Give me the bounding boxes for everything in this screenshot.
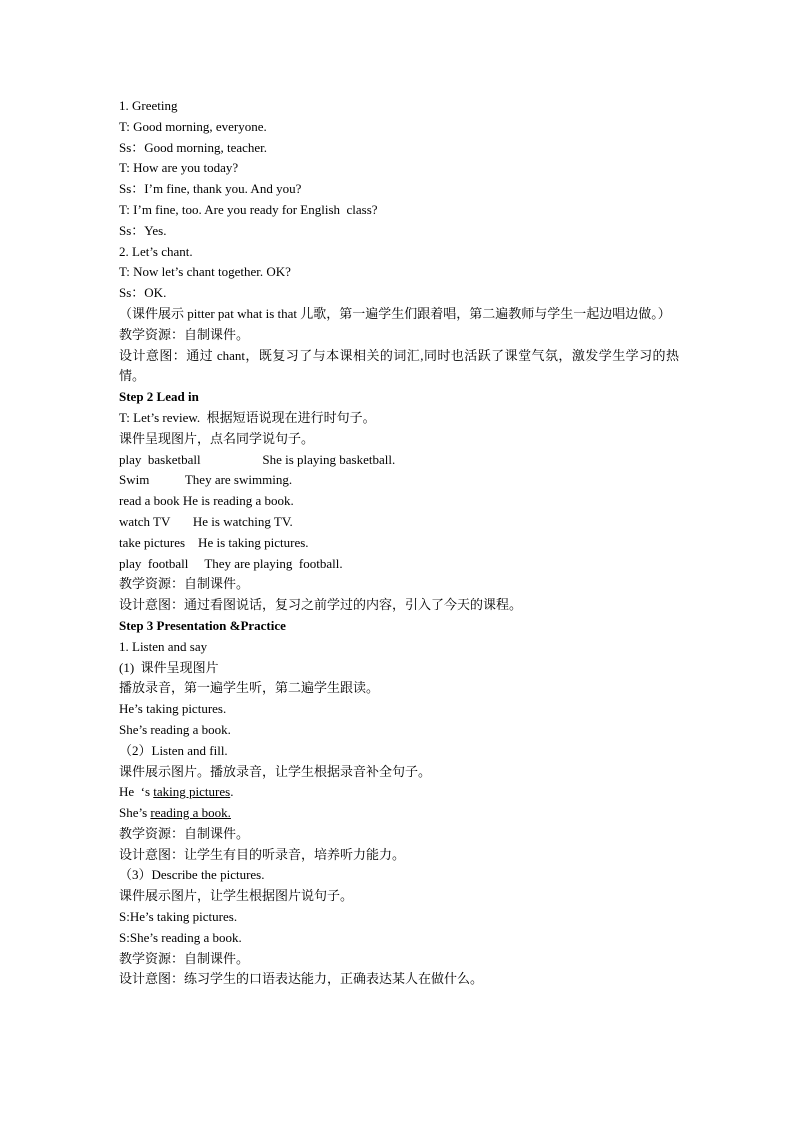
step-2-heading: Step 2 Lead in: [119, 389, 199, 405]
activity-line: 课件展示图片，让学生根据图片说句子。: [119, 888, 354, 904]
heading-chant: 2. Let’s chant.: [119, 243, 193, 259]
activity-line: （2）Listen and fill.: [119, 742, 228, 758]
example-sentence: S:She’s reading a book.: [119, 929, 242, 945]
teaching-resource: 教学资源：自制课件。: [119, 950, 250, 966]
subheading-listen-say: 1. Listen and say: [119, 638, 208, 654]
fill-prefix: She’s: [119, 805, 151, 821]
fill-prefix: He ‘s: [119, 784, 154, 800]
fill-sentence-1: [119, 782, 679, 803]
activity-line: (1) 课件呈现图片: [119, 659, 219, 675]
example-sentence: He’s taking pictures.: [119, 701, 227, 717]
heading-greeting: 1. Greeting: [119, 98, 178, 113]
dialogue-line: Ss：I’m fine, thank you. And you?: [119, 181, 302, 197]
teaching-resource: 教学资源：自制课件。: [119, 326, 250, 342]
phrase-sentence-row: Swim They are swimming.: [119, 472, 293, 488]
chant-note: （课件展示 pitter pat what is that 儿歌，第一遍学生们跟着唱，第二遍教师与学生一起边唱边做。）: [119, 305, 671, 321]
fill-sentence-2: [119, 803, 679, 824]
instruction-line: 课件呈现图片，点名同学说句子。: [119, 430, 315, 446]
fill-answer: reading a book.: [150, 805, 231, 821]
phrase-sentence-row: take pictures He is taking pictures.: [119, 534, 309, 550]
design-intent: 设计意图：通过 chant，既复习了与本课相关的词汇,同时也活跃了课堂气氛，激发学生学习的热情。: [119, 347, 679, 384]
activity-line: （3）Describe the pictures.: [119, 867, 265, 883]
teaching-resource: 教学资源：自制课件。: [119, 576, 250, 592]
design-intent: 设计意图：通过看图说话，复习之前学过的内容，引入了今天的课程。: [119, 597, 523, 613]
dialogue-line: T: I’m fine, too. Are you ready for English class?: [119, 201, 378, 217]
dialogue-line: Ss：Good morning, teacher.: [119, 139, 268, 155]
phrase-sentence-row: play football They are playing football.: [119, 555, 343, 571]
phrase-sentence-row: read a book He is reading a book.: [119, 493, 294, 509]
activity-line: 课件展示图片。播放录音，让学生根据录音补全句子。: [119, 763, 432, 779]
step-3-heading: Step 3 Presentation &Practice: [119, 617, 286, 633]
phrase-sentence-row: play basketball She is playing basketball.: [119, 451, 396, 467]
example-sentence: She’s reading a book.: [119, 721, 231, 737]
teaching-resource: 教学资源：自制课件。: [119, 825, 250, 841]
design-intent: 设计意图：让学生有目的听录音，培养听力能力。: [119, 846, 406, 862]
dialogue-line: T: Now let’s chant together. OK?: [119, 264, 291, 280]
dialogue-line: Ss：OK.: [119, 285, 167, 301]
dialogue-line: T: Good morning, everyone.: [119, 118, 267, 134]
design-intent: 设计意图：练习学生的口语表达能力，正确表达某人在做什么。: [119, 971, 484, 987]
dialogue-line: T: How are you today?: [119, 160, 239, 176]
fill-answer: taking pictures: [153, 784, 231, 800]
dialogue-line: Ss：Yes.: [119, 222, 167, 238]
activity-line: 播放录音，第一遍学生听，第二遍学生跟读。: [119, 680, 380, 696]
phrase-sentence-row: watch TV He is watching TV.: [119, 513, 293, 529]
review-line: T: Let’s review. 根据短语说现在进行时句子。: [119, 409, 376, 425]
example-sentence: S:He’s taking pictures.: [119, 909, 238, 925]
document-page: [119, 96, 679, 990]
fill-suffix: .: [230, 784, 234, 800]
